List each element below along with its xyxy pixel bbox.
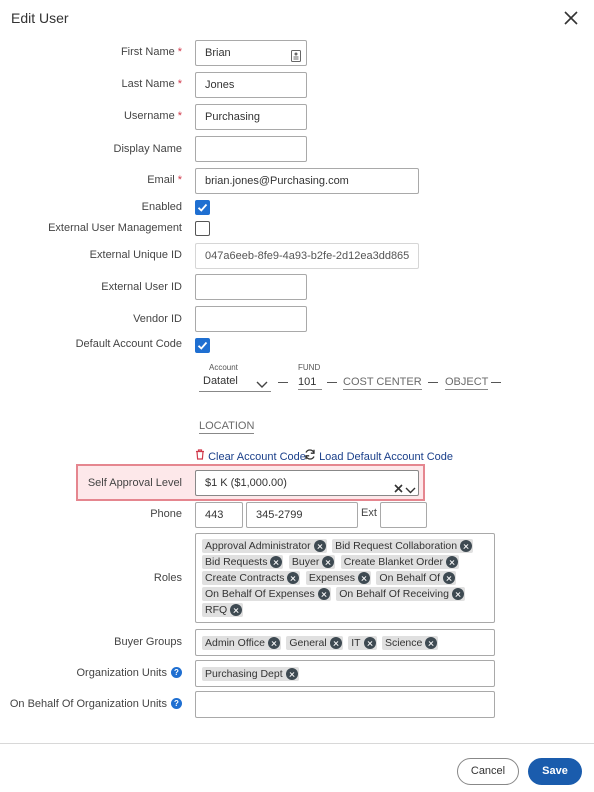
org-unit-tag: Purchasing Dept xyxy=(202,667,299,681)
cancel-button[interactable]: Cancel xyxy=(457,758,519,785)
remove-tag-icon[interactable] xyxy=(425,637,437,649)
segment-separator xyxy=(278,382,288,383)
enabled-label: Enabled xyxy=(141,201,182,213)
external-user-id-input[interactable] xyxy=(195,274,307,300)
enabled-checkbox[interactable] xyxy=(195,200,210,215)
help-icon[interactable]: ? xyxy=(171,698,182,709)
remove-tag-icon[interactable] xyxy=(270,556,282,568)
remove-tag-icon[interactable] xyxy=(287,572,299,584)
organization-units-label: Organization Units ? xyxy=(77,667,183,679)
external-user-id-label: External User ID xyxy=(101,281,182,293)
remove-tag-icon[interactable] xyxy=(286,668,298,680)
role-tag: On Behalf Of xyxy=(376,571,456,585)
remove-tag-icon[interactable] xyxy=(318,588,330,600)
role-tag: RFQ xyxy=(202,603,243,617)
role-tag: Bid Request Collaboration xyxy=(332,539,473,553)
remove-tag-icon[interactable] xyxy=(268,637,280,649)
default-account-code-checkbox[interactable] xyxy=(195,338,210,353)
buyer-groups-label: Buyer Groups xyxy=(114,636,182,648)
chevron-down-icon[interactable] xyxy=(405,479,416,496)
trash-icon xyxy=(195,449,205,463)
fund-sub-label: FUND xyxy=(298,363,321,372)
role-tag: Buyer xyxy=(289,555,335,569)
username-input[interactable]: Purchasing xyxy=(195,104,307,130)
cost-center-input[interactable]: COST CENTER xyxy=(343,376,422,388)
reload-icon xyxy=(304,449,316,463)
self-approval-level-label: Self Approval Level xyxy=(87,477,182,489)
phone-number-input[interactable]: 345-2799 xyxy=(246,502,358,528)
email-label: Email * xyxy=(147,174,182,186)
display-name-input[interactable] xyxy=(195,136,307,162)
on-behalf-of-organization-units-label: On Behalf Of Organization Units ? xyxy=(10,698,182,710)
remove-tag-icon[interactable] xyxy=(364,637,376,649)
phone-area-code-input[interactable]: 443 xyxy=(195,502,243,528)
external-unique-id-label: External Unique ID xyxy=(89,249,182,261)
remove-tag-icon[interactable] xyxy=(358,572,370,584)
account-sub-label: Account xyxy=(209,363,238,372)
object-input[interactable]: OBJECT xyxy=(445,376,489,388)
save-button[interactable]: Save xyxy=(528,758,582,785)
role-tag: Expenses xyxy=(306,571,371,585)
help-icon[interactable]: ? xyxy=(171,667,182,678)
external-unique-id-field: 047a6eeb-8fe9-4a93-b2fe-2d12ea3dd865 xyxy=(195,243,419,269)
footer-divider xyxy=(0,743,594,744)
remove-tag-icon[interactable] xyxy=(314,540,326,552)
role-tag: On Behalf Of Expenses xyxy=(202,587,331,601)
first-name-label: First Name * xyxy=(120,46,182,58)
clear-account-code-link[interactable]: Clear Account Code xyxy=(195,450,306,464)
vendor-id-input[interactable] xyxy=(195,306,307,332)
load-default-account-code-link[interactable]: Load Default Account Code xyxy=(304,450,453,464)
phone-label: Phone xyxy=(150,508,182,520)
external-user-management-checkbox[interactable] xyxy=(195,221,210,236)
segment-separator xyxy=(491,382,501,383)
remove-tag-icon[interactable] xyxy=(446,556,458,568)
first-name-input[interactable]: Brian xyxy=(195,40,307,66)
role-tag: Bid Requests xyxy=(202,555,283,569)
dialog-title: Edit User xyxy=(11,10,69,26)
fund-input[interactable]: 101 xyxy=(298,376,322,390)
last-name-label: Last Name * xyxy=(121,78,182,90)
phone-ext-input[interactable] xyxy=(380,502,427,528)
role-tag: Approval Administrator xyxy=(202,539,327,553)
remove-tag-icon[interactable] xyxy=(443,572,455,584)
buyer-group-tag: IT xyxy=(348,636,376,650)
default-account-code-label: Default Account Code xyxy=(75,338,182,350)
role-tag: Create Blanket Order xyxy=(341,555,459,569)
segment-separator xyxy=(428,382,438,383)
account-underline xyxy=(199,391,271,392)
close-icon[interactable] xyxy=(563,10,579,26)
buyer-groups-multiselect[interactable] xyxy=(195,629,495,656)
remove-tag-icon[interactable] xyxy=(460,540,472,552)
email-input[interactable]: brian.jones@Purchasing.com xyxy=(195,168,419,194)
buyer-group-tag: General xyxy=(286,636,342,650)
location-input[interactable]: LOCATION xyxy=(199,420,255,432)
role-tag: Create Contracts xyxy=(202,571,300,585)
ext-label: Ext xyxy=(361,507,377,519)
remove-tag-icon[interactable] xyxy=(330,637,342,649)
clear-selection-icon[interactable] xyxy=(394,478,403,496)
segment-separator xyxy=(327,382,337,383)
buyer-group-tag: Admin Office xyxy=(202,636,281,650)
vendor-id-label: Vendor ID xyxy=(133,313,182,325)
self-approval-level-select[interactable]: $1 K ($1,000.00) xyxy=(195,470,419,496)
roles-multiselect[interactable] xyxy=(195,533,495,623)
contact-card-icon[interactable] xyxy=(291,47,301,66)
organization-units-multiselect[interactable] xyxy=(195,660,495,687)
remove-tag-icon[interactable] xyxy=(452,588,464,600)
username-label: Username * xyxy=(123,110,182,122)
roles-label: Roles xyxy=(153,572,182,584)
on-behalf-of-organization-units-multiselect[interactable] xyxy=(195,691,495,718)
last-name-input[interactable]: Jones xyxy=(195,72,307,98)
remove-tag-icon[interactable] xyxy=(230,604,242,616)
external-user-management-label: External User Management xyxy=(48,222,182,234)
account-select[interactable]: Datatel xyxy=(203,375,238,387)
role-tag: On Behalf Of Receiving xyxy=(336,587,465,601)
display-name-label: Display Name xyxy=(113,143,182,155)
remove-tag-icon[interactable] xyxy=(322,556,334,568)
buyer-group-tag: Science xyxy=(382,636,438,650)
